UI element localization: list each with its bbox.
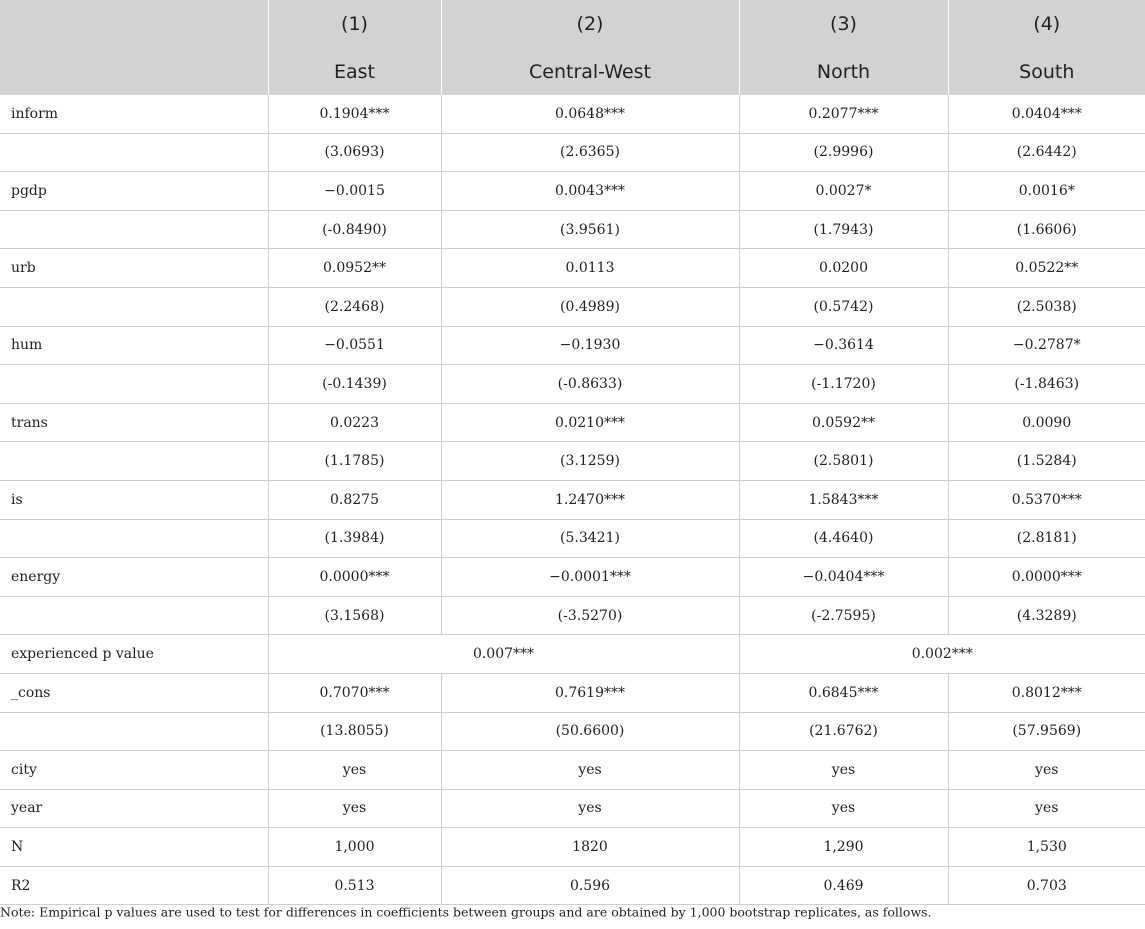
cell: (3.9561) — [441, 210, 739, 249]
cell: (4.4640) — [739, 519, 948, 558]
cell: (2.2468) — [268, 287, 441, 326]
cell: 0.2077*** — [739, 95, 948, 133]
cell: 0.0223 — [268, 403, 441, 442]
table-row — [0, 249, 1145, 288]
cell: yes — [268, 789, 441, 828]
cell: yes — [441, 789, 739, 828]
cell: (1.5284) — [948, 442, 1145, 481]
cell: (1.6606) — [948, 210, 1145, 249]
cell: yes — [739, 789, 948, 828]
cell: (3.1259) — [441, 442, 739, 481]
cell: (2.5801) — [739, 442, 948, 481]
row-label: is — [0, 480, 268, 519]
cell: 0.0000*** — [948, 558, 1145, 597]
header-group-south: South — [948, 48, 1145, 95]
cell: 0.8275 — [268, 480, 441, 519]
cell: (0.5742) — [739, 287, 948, 326]
table-row — [0, 519, 1145, 558]
row-label: energy — [0, 558, 268, 597]
cell: 0.0000*** — [268, 558, 441, 597]
cell: −0.0404*** — [739, 558, 948, 597]
cell: (3.1568) — [268, 596, 441, 635]
cell: (1.3984) — [268, 519, 441, 558]
header-corner — [0, 0, 268, 48]
table-row — [0, 480, 1145, 519]
cell: (2.6365) — [441, 133, 739, 172]
row-label — [0, 287, 268, 326]
cell: 0.7619*** — [441, 673, 739, 712]
row-label: R2 — [0, 866, 268, 905]
cell: 0.7070*** — [268, 673, 441, 712]
cell: 0.5370*** — [948, 480, 1145, 519]
cell: (-3.5270) — [441, 596, 739, 635]
cell: yes — [268, 751, 441, 790]
row-label: hum — [0, 326, 268, 365]
cell: yes — [948, 751, 1145, 790]
table-row — [0, 866, 1145, 905]
cell: −0.1930 — [441, 326, 739, 365]
cell: (2.9996) — [739, 133, 948, 172]
cell: yes — [441, 751, 739, 790]
row-label: pgdp — [0, 172, 268, 211]
cell: (-0.1439) — [268, 365, 441, 404]
table-row — [0, 828, 1145, 867]
cell: 0.0592** — [739, 403, 948, 442]
row-label: N — [0, 828, 268, 867]
cell: yes — [948, 789, 1145, 828]
cell: 0.0113 — [441, 249, 739, 288]
table-row — [0, 210, 1145, 249]
header-group-central-west: Central-West — [441, 48, 739, 95]
header-row-numbers — [0, 0, 1145, 48]
cell: (-0.8633) — [441, 365, 739, 404]
table-header — [0, 0, 1145, 95]
header-group-east: East — [268, 48, 441, 95]
table-row — [0, 172, 1145, 211]
table-row — [0, 326, 1145, 365]
cell: (-2.7595) — [739, 596, 948, 635]
cell: 1,290 — [739, 828, 948, 867]
row-label — [0, 442, 268, 481]
header-number-1: (1) — [268, 0, 441, 48]
table-row — [0, 712, 1145, 751]
cell: (4.3289) — [948, 596, 1145, 635]
cell: 1.5843*** — [739, 480, 948, 519]
cell: −0.0551 — [268, 326, 441, 365]
cell: (57.9569) — [948, 712, 1145, 751]
cell: (1.1785) — [268, 442, 441, 481]
cell: 0.0522** — [948, 249, 1145, 288]
table-row — [0, 596, 1145, 635]
row-label: trans — [0, 403, 268, 442]
table-row — [0, 287, 1145, 326]
row-label — [0, 133, 268, 172]
header-group-north: North — [739, 48, 948, 95]
header-number-4: (4) — [948, 0, 1145, 48]
table-row-pvalue — [0, 635, 1145, 674]
cell: (5.3421) — [441, 519, 739, 558]
cell: 1820 — [441, 828, 739, 867]
header-corner-2 — [0, 48, 268, 95]
merged-cell-east-centralwest: 0.007*** — [268, 635, 739, 674]
cell: 0.0043*** — [441, 172, 739, 211]
cell: (-0.8490) — [268, 210, 441, 249]
table-row — [0, 442, 1145, 481]
cell: 0.8012*** — [948, 673, 1145, 712]
cell: 0.0952** — [268, 249, 441, 288]
cell: 0.0016* — [948, 172, 1145, 211]
cell: 0.469 — [739, 866, 948, 905]
cell: (1.7943) — [739, 210, 948, 249]
table-row — [0, 789, 1145, 828]
cell: (50.6600) — [441, 712, 739, 751]
cell: 0.513 — [268, 866, 441, 905]
cell: 0.0200 — [739, 249, 948, 288]
cell: 0.703 — [948, 866, 1145, 905]
cell: −0.0015 — [268, 172, 441, 211]
cell: 1,000 — [268, 828, 441, 867]
header-number-3: (3) — [739, 0, 948, 48]
header-number-2: (2) — [441, 0, 739, 48]
row-label: urb — [0, 249, 268, 288]
row-label — [0, 712, 268, 751]
cell: (0.4989) — [441, 287, 739, 326]
table-note: Note: Empirical p values are used to test for differences in coefficients between groups and are obtained by 1,000 bootstrap replicates, as follows. — [0, 904, 932, 920]
cell: −0.0001*** — [441, 558, 739, 597]
table-row — [0, 95, 1145, 133]
cell: (2.5038) — [948, 287, 1145, 326]
table-row — [0, 673, 1145, 712]
cell: −0.2787* — [948, 326, 1145, 365]
table-row — [0, 365, 1145, 404]
cell: 1.2470*** — [441, 480, 739, 519]
cell: (-1.1720) — [739, 365, 948, 404]
cell: 0.596 — [441, 866, 739, 905]
merged-cell-north-south: 0.002*** — [739, 635, 1145, 674]
row-label: experienced p value — [0, 635, 268, 674]
table-row — [0, 558, 1145, 597]
cell: (2.6442) — [948, 133, 1145, 172]
cell: (13.8055) — [268, 712, 441, 751]
cell: 0.6845*** — [739, 673, 948, 712]
row-label — [0, 365, 268, 404]
cell: (21.6762) — [739, 712, 948, 751]
table-row — [0, 403, 1145, 442]
row-label: inform — [0, 95, 268, 133]
cell: 0.0027* — [739, 172, 948, 211]
cell: 1,530 — [948, 828, 1145, 867]
row-label — [0, 596, 268, 635]
row-label: city — [0, 751, 268, 790]
row-label: _cons — [0, 673, 268, 712]
cell: 0.0648*** — [441, 95, 739, 133]
cell: (-1.8463) — [948, 365, 1145, 404]
cell: yes — [739, 751, 948, 790]
table-row — [0, 133, 1145, 172]
row-label — [0, 519, 268, 558]
header-row-groups — [0, 48, 1145, 95]
cell: 0.0210*** — [441, 403, 739, 442]
cell: 0.0090 — [948, 403, 1145, 442]
cell: (2.8181) — [948, 519, 1145, 558]
row-label — [0, 210, 268, 249]
cell: 0.1904*** — [268, 95, 441, 133]
cell: (3.0693) — [268, 133, 441, 172]
row-label: year — [0, 789, 268, 828]
table-body — [0, 95, 1145, 905]
cell: 0.0404*** — [948, 95, 1145, 133]
cell: −0.3614 — [739, 326, 948, 365]
table-row — [0, 751, 1145, 790]
